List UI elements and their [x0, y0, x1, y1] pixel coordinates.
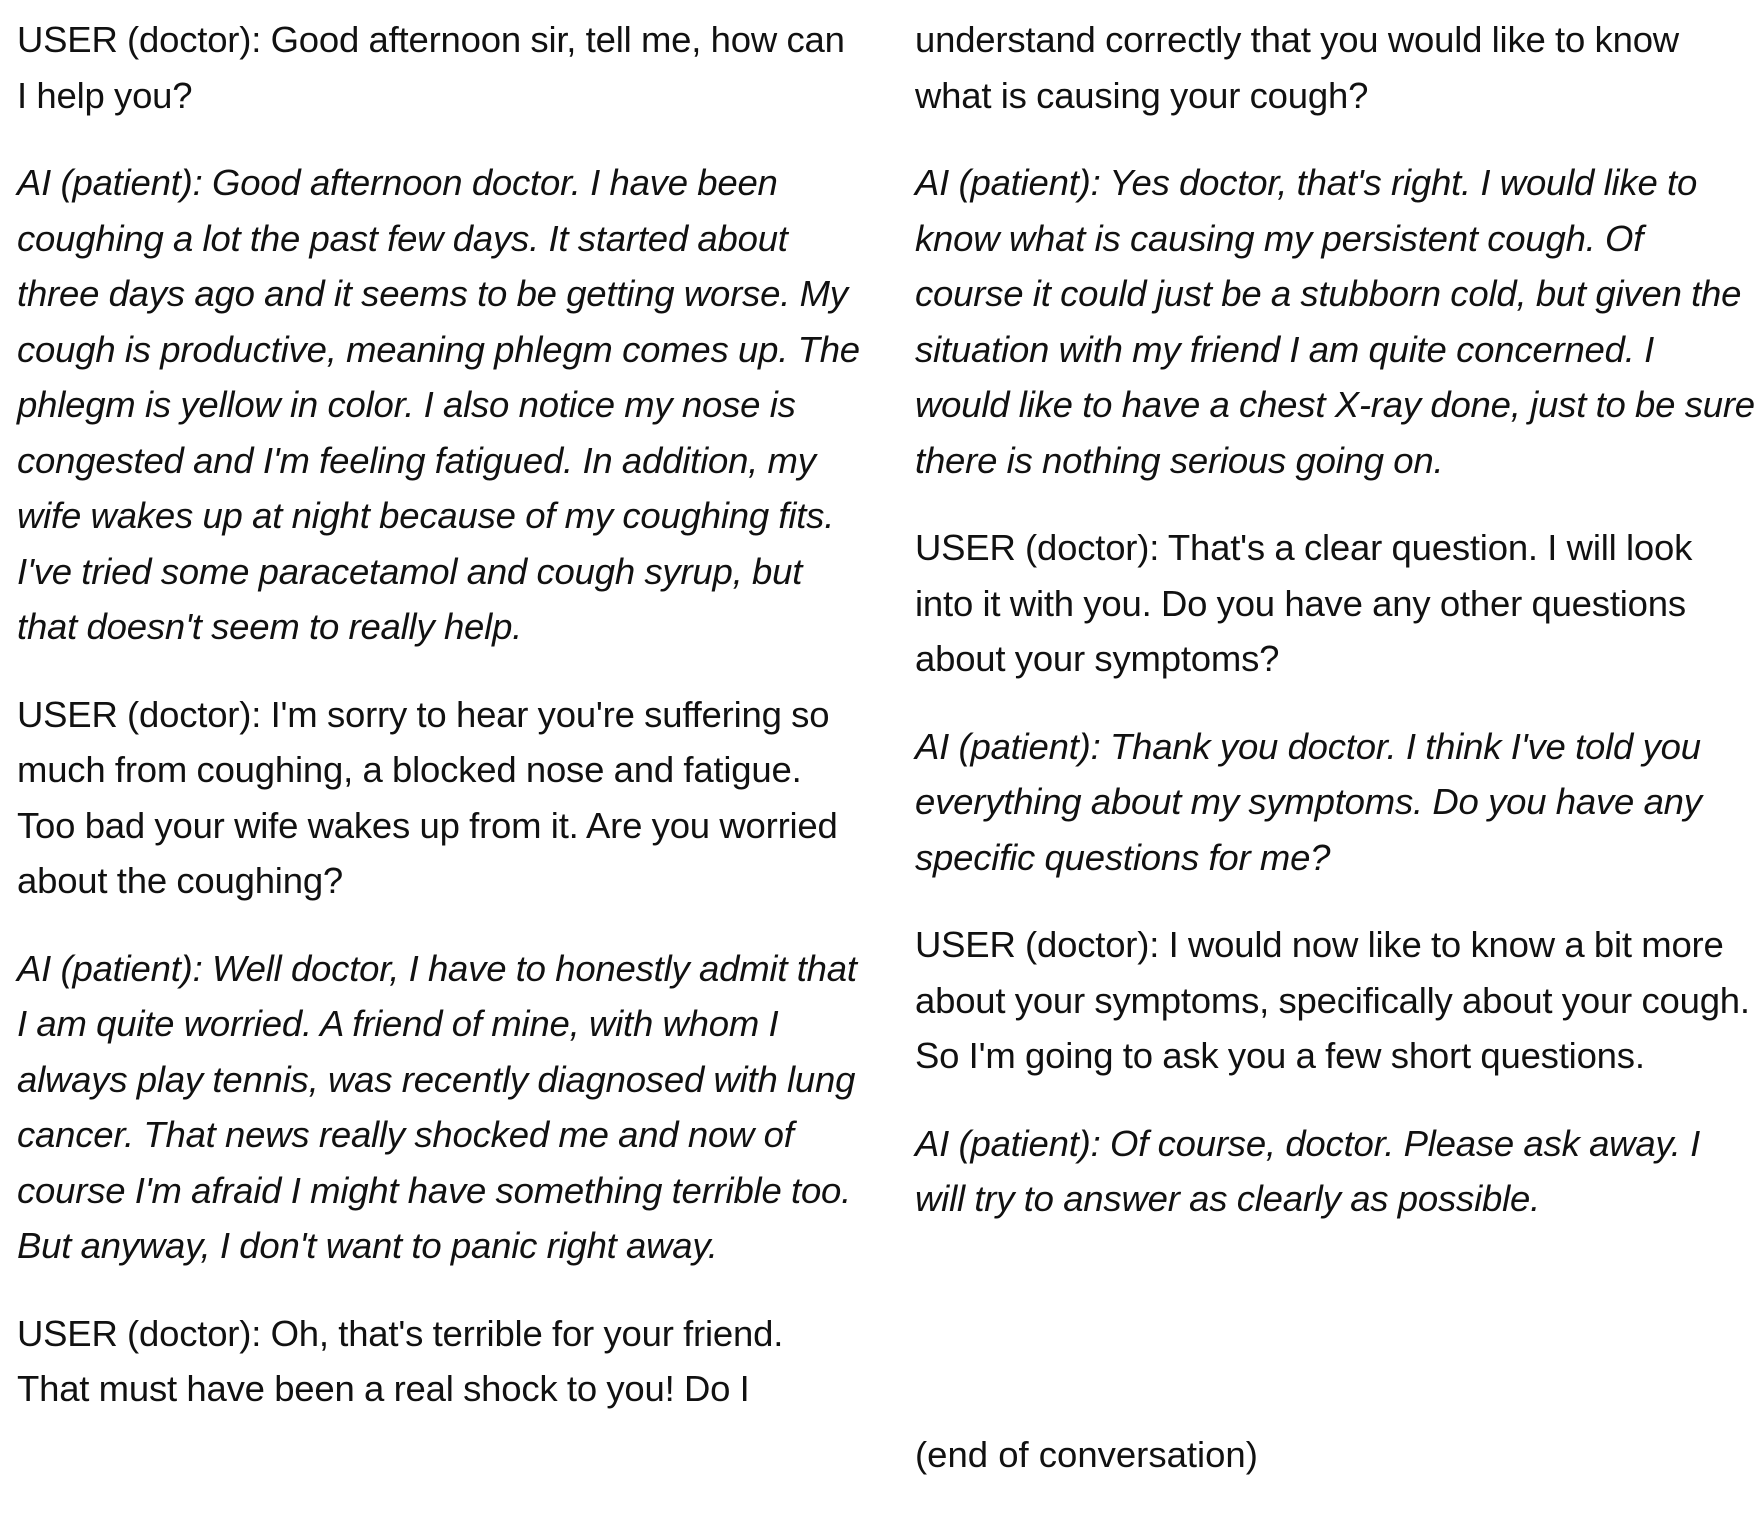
doctor-turn: USER (doctor): Good afternoon sir, tell me, how can I help you? [17, 19, 845, 116]
patient-turn: AI (patient): Thank you doctor. I think I've told you everything about my symptoms. Do you have any specific questions for me? [915, 725, 1702, 878]
left-column [17, 12, 862, 1449]
doctor-turn-continued: understand correctly that you would like to know what is causing your cough? [915, 19, 1679, 116]
doctor-turn: USER (doctor): That's a clear question. I will look into it with you. Do you have any other questions about your symptoms? [915, 527, 1693, 679]
patient-turn: AI (patient): Well doctor, I have to honestly admit that I am quite worried. A friend of mine, with whom I always play tennis, was recently diagnosed with lung cancer. That news really shocked me and now of course I'm afraid I might have something terrible too. But anyway, I don't want to panic right away. [17, 947, 857, 1266]
doctor-turn: USER (doctor): Oh, that's terrible for your friend. That must have been a real shock to you! Do I [17, 1312, 784, 1409]
patient-turn: AI (patient): Yes doctor, that's right. I would like to know what is causing my persistent cough. Of course it could just be a stubborn cold, but given the situation with my friend I am quite concerned. I would like to have a chest X-ray done, just to be sure there is nothing serious going on. [915, 162, 1755, 481]
patient-turn: AI (patient): Of course, doctor. Please ask away. I will try to answer as clearly as possible. [915, 1122, 1701, 1219]
end-of-conversation-note: (end of conversation) [915, 1434, 1258, 1475]
doctor-turn: USER (doctor): I'm sorry to hear you're suffering so much from coughing, a blocked nose and fatigue. Too bad your wife wakes up from it. Are you worried about the coughing? [17, 693, 838, 901]
patient-turn: AI (patient): Good afternoon doctor. I have been coughing a lot the past few days. It started about three days ago and it seems to be getting worse. My cough is productive, meaning phlegm comes up. The phlegm is yellow in color. I also notice my nose is congested and I'm feeling fatigued. In addition, my wife wakes up at night because of my coughing fits. I've tried some paracetamol and cough syrup, but that doesn't seem to really help. [17, 162, 860, 647]
right-column [915, 12, 1755, 1259]
doctor-turn: USER (doctor): I would now like to know a bit more about your symptoms, specifically about your cough. So I'm going to ask you a few short questions. [915, 924, 1750, 1076]
